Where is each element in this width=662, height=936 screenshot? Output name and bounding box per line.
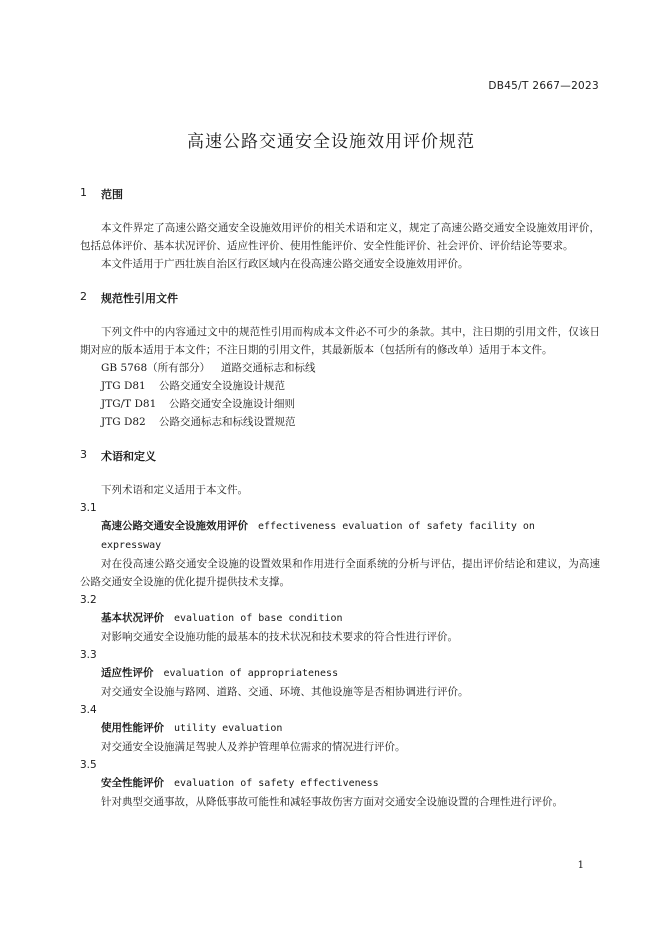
terms-intro: 下列术语和定义适用于本文件。 (101, 484, 248, 496)
reference-code: GB 5768（所有部分） (101, 362, 211, 374)
term-number: 3.4 (80, 704, 97, 716)
section-number: 2 (80, 290, 87, 303)
term-name-en: evaluation of appropriateness (163, 668, 339, 679)
reference-item (80, 413, 600, 431)
section-title: 术语和定义 (101, 450, 156, 463)
reference-title: 公路交通安全设施设计细则 (169, 398, 295, 410)
reference-item (80, 395, 600, 413)
section-number: 3 (80, 448, 87, 461)
term-name-cn: 基本状况评价 (101, 612, 164, 624)
term-name-cn: 高速公路交通安全设施效用评价 (101, 520, 248, 532)
standard-code: DB45/T 2667—2023 (488, 80, 599, 92)
term-name-en: evaluation of safety effectiveness (174, 778, 379, 789)
term-number: 3.2 (80, 594, 97, 606)
references-intro: 下列文件中的内容通过文中的规范性引用而构成本文件必不可少的条款。其中，注日期的引用文件，仅该日期对应的版本适用于本文件；不注日期的引用文件，其最新版本（包括所有的修改单）适用于本文件。 (80, 326, 600, 356)
section-3-heading (80, 448, 600, 464)
section-1-heading (80, 186, 600, 202)
reference-code: JTG D81 (101, 380, 146, 392)
document-title: 高速公路交通安全设施效用评价规范 (187, 132, 475, 152)
section-title: 范围 (101, 188, 123, 201)
term-definition: 针对典型交通事故，从降低事故可能性和减轻事故伤害方面对交通安全设施设置的合理性进行评价。 (101, 796, 563, 808)
scope-paragraph-1: 本文件界定了高速公路交通安全设施效用评价的相关术语和定义，规定了高速公路交通安全设施效用评价，包括总体评价、基本状况评价、适应性评价、使用性能评价、安全性能评价、社会评价、评价结论等要求。 (80, 222, 600, 252)
term-name-en: utility evaluation (174, 723, 283, 734)
reference-title: 道路交通标志和标线 (221, 362, 316, 374)
reference-item (80, 377, 600, 395)
term-number: 3.5 (80, 759, 97, 771)
reference-item (80, 359, 600, 377)
term-name (80, 609, 600, 628)
term-name-cn: 使用性能评价 (101, 722, 164, 734)
section-2-heading (80, 290, 600, 306)
term-number: 3.3 (80, 649, 97, 661)
term-definition: 对在役高速公路交通安全设施的设置效果和作用进行全面系统的分析与评估，提出评价结论和建议，为高速公路交通安全设施的优化提升提供技术支撑。 (80, 558, 600, 588)
term-definition: 对交通安全设施满足驾驶人及养护管理单位需求的情况进行评价。 (101, 741, 406, 753)
term-name-en: evaluation of base condition (174, 613, 343, 624)
reference-title: 公路交通标志和标线设置规范 (159, 416, 296, 428)
reference-code: JTG/T D81 (101, 398, 157, 410)
term-name (80, 517, 600, 555)
term-definition: 对交通安全设施与路网、道路、交通、环境、其他设施等是否相协调进行评价。 (101, 686, 469, 698)
section-title: 规范性引用文件 (101, 292, 178, 305)
term-name (80, 719, 600, 738)
term-name (80, 774, 600, 793)
section-number: 1 (80, 186, 87, 199)
page-number: 1 (577, 860, 584, 871)
term-definition: 对影响交通安全设施功能的最基本的技术状况和技术要求的符合性进行评价。 (101, 631, 458, 643)
reference-title: 公路交通安全设施设计规范 (159, 380, 285, 392)
term-name-cn: 安全性能评价 (101, 777, 164, 789)
scope-paragraph-2: 本文件适用于广西壮族自治区行政区域内在役高速公路交通安全设施效用评价。 (101, 258, 469, 270)
term-name (80, 664, 600, 683)
term-name-cn: 适应性评价 (101, 667, 154, 679)
term-number: 3.1 (80, 502, 97, 514)
reference-code: JTG D82 (101, 416, 146, 428)
term-name-en: effectiveness evaluation of safety facility on expressway (101, 521, 535, 551)
document-body (80, 186, 600, 811)
